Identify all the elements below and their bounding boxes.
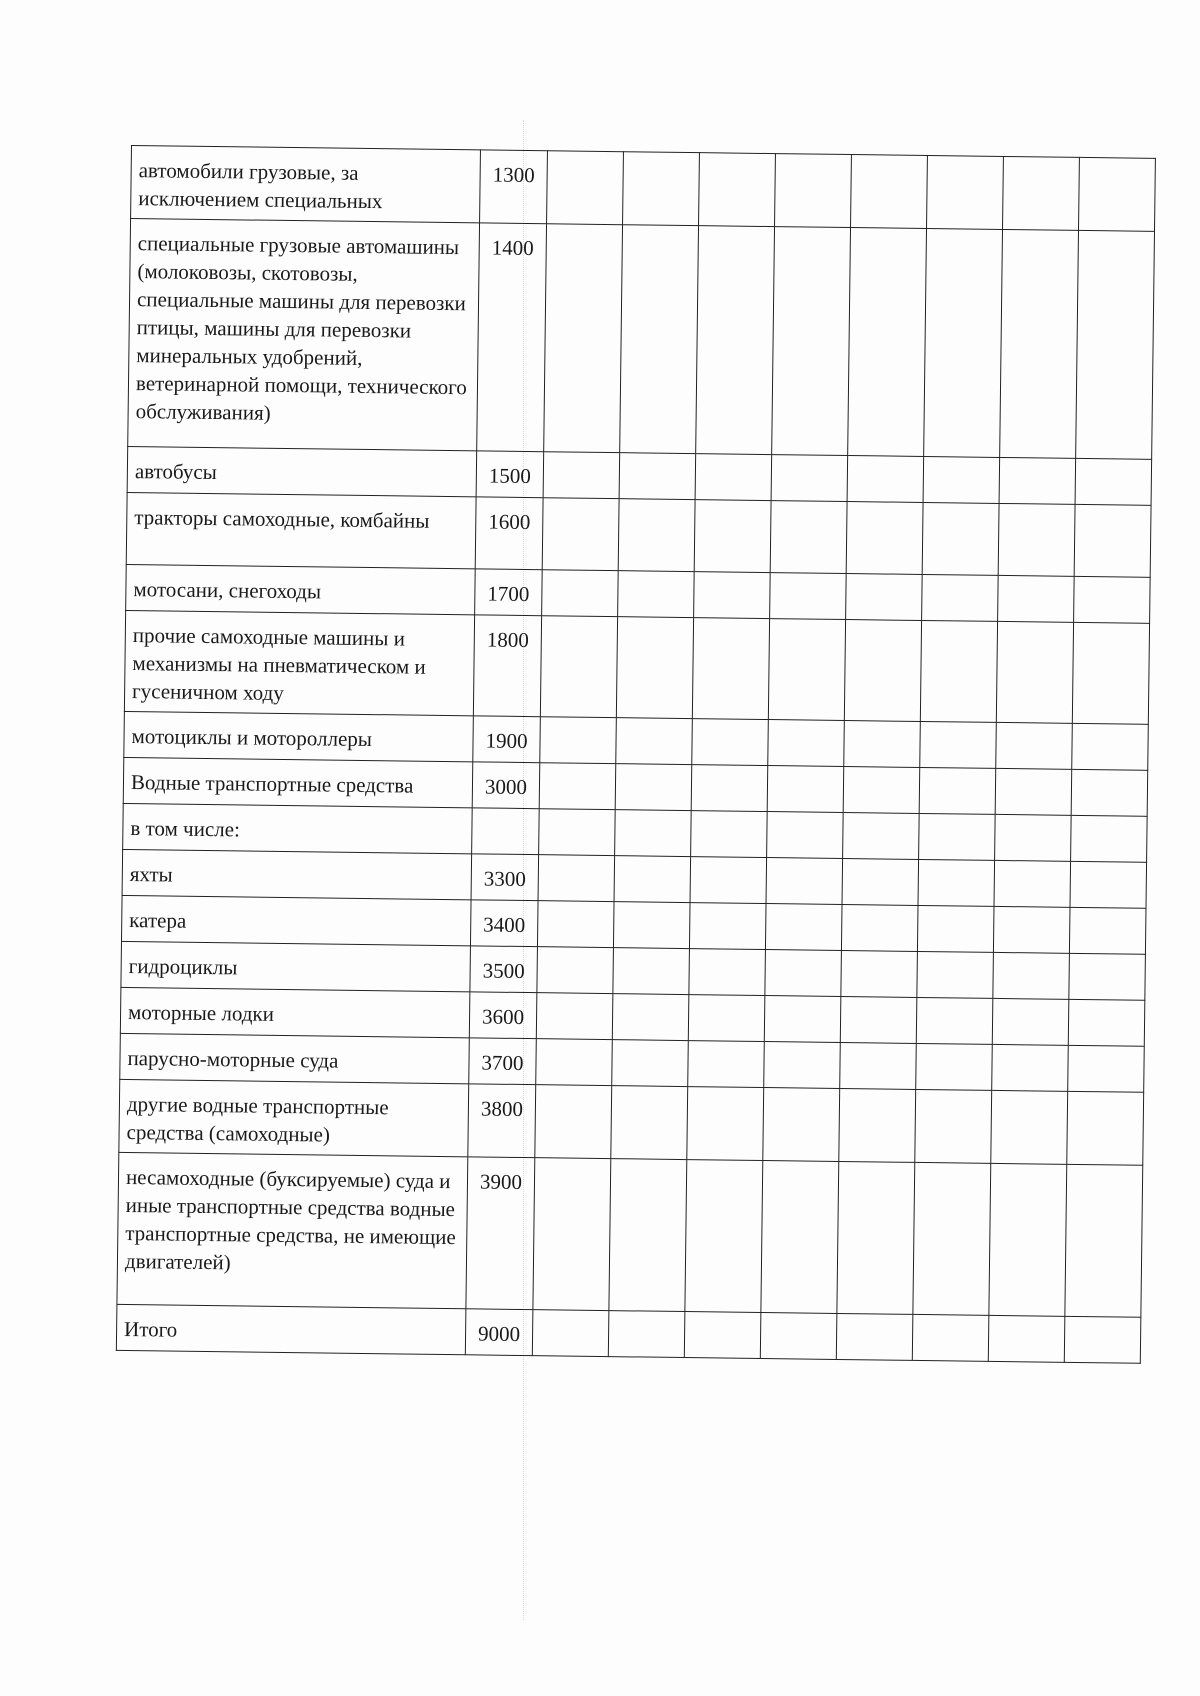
empty-value-cell <box>1000 229 1079 458</box>
empty-value-cell <box>539 809 616 856</box>
empty-value-cell <box>844 721 921 768</box>
empty-value-cell <box>685 1160 763 1313</box>
empty-value-cell <box>540 717 617 764</box>
empty-value-cell <box>844 620 921 722</box>
empty-value-cell <box>536 1039 613 1086</box>
empty-value-cell <box>687 1087 764 1161</box>
row-code-cell: 3300 <box>471 854 539 901</box>
empty-value-cell <box>998 503 1075 576</box>
empty-value-cell <box>760 1313 837 1360</box>
empty-value-cell <box>1070 861 1147 908</box>
empty-value-cell <box>998 575 1075 622</box>
empty-value-cell <box>689 949 766 996</box>
row-code-cell: 9000 <box>465 1309 533 1356</box>
row-code-cell <box>472 808 540 855</box>
empty-value-cell <box>692 618 769 720</box>
empty-value-cell <box>536 993 613 1040</box>
empty-value-cell <box>994 860 1071 907</box>
empty-value-cell <box>843 813 920 860</box>
row-code-cell: 3600 <box>469 992 537 1039</box>
empty-value-cell <box>922 574 999 621</box>
empty-value-cell <box>766 858 843 905</box>
row-code-cell: 1300 <box>480 150 548 224</box>
empty-value-cell <box>1076 230 1155 459</box>
empty-value-cell <box>1069 907 1146 954</box>
empty-value-cell <box>547 151 624 225</box>
table-row <box>119 1079 1144 1165</box>
empty-value-cell <box>840 1042 917 1089</box>
empty-value-cell <box>989 1163 1067 1316</box>
empty-value-cell <box>1071 769 1148 816</box>
empty-value-cell <box>609 1159 687 1312</box>
empty-value-cell <box>618 571 695 618</box>
empty-value-cell <box>767 812 844 859</box>
empty-value-cell <box>608 1311 685 1358</box>
empty-value-cell <box>996 621 1073 723</box>
empty-value-cell <box>1072 622 1149 724</box>
empty-value-cell <box>996 722 1073 769</box>
empty-value-cell <box>1068 1045 1145 1092</box>
row-code-cell: 1900 <box>473 716 541 763</box>
empty-value-cell <box>993 952 1070 999</box>
vehicle-form-table <box>116 145 1156 1364</box>
empty-value-cell <box>927 156 1004 230</box>
row-name-cell: Итого <box>116 1304 466 1354</box>
empty-value-cell <box>999 457 1076 504</box>
empty-value-cell <box>913 1162 991 1315</box>
empty-value-cell <box>537 947 614 994</box>
row-code-cell: 3900 <box>466 1157 535 1310</box>
empty-value-cell <box>614 856 691 903</box>
empty-value-cell <box>699 153 776 227</box>
empty-value-cell <box>611 1086 688 1160</box>
empty-value-cell <box>919 813 996 860</box>
empty-value-cell <box>916 1043 993 1090</box>
empty-value-cell <box>612 1040 689 1087</box>
empty-value-cell <box>543 452 620 499</box>
empty-value-cell <box>533 1158 611 1311</box>
row-name-cell: другие водные транспортные средства (самоходные) <box>119 1079 469 1156</box>
empty-value-cell <box>616 718 693 765</box>
row-name-cell: в том числе: <box>123 803 473 853</box>
empty-value-cell <box>843 767 920 814</box>
row-name-cell: несамоходные (буксируемые) суда и иные транспортные средства водные транспортные средства, не имеющие двигателей) <box>117 1152 468 1308</box>
empty-value-cell <box>846 574 923 621</box>
empty-value-cell <box>619 453 696 500</box>
empty-value-cell <box>988 1315 1065 1362</box>
empty-value-cell <box>1067 1091 1144 1165</box>
empty-value-cell <box>772 227 851 456</box>
empty-value-cell <box>842 858 919 905</box>
empty-value-cell <box>922 502 999 575</box>
empty-value-cell <box>837 1161 915 1314</box>
empty-value-cell <box>1068 999 1145 1046</box>
row-name-cell: автобусы <box>127 446 477 496</box>
empty-value-cell <box>1071 815 1148 862</box>
empty-value-cell <box>840 996 917 1043</box>
empty-value-cell <box>846 502 923 575</box>
row-code-cell: 3500 <box>470 946 538 993</box>
empty-value-cell <box>613 948 690 995</box>
empty-value-cell <box>920 620 997 722</box>
empty-value-cell <box>923 456 1000 503</box>
empty-value-cell <box>924 229 1003 458</box>
row-name-cell: моторные лодки <box>120 987 470 1037</box>
empty-value-cell <box>616 617 693 719</box>
empty-value-cell <box>694 572 771 619</box>
empty-value-cell <box>542 498 619 571</box>
table-row <box>117 1152 1143 1317</box>
empty-value-cell <box>912 1314 989 1361</box>
empty-value-cell <box>544 224 623 453</box>
row-name-cell: прочие самоходные машины и механизмы на пневматическом и гусеничном ходу <box>124 610 474 715</box>
row-code-cell: 1800 <box>473 615 541 717</box>
empty-value-cell <box>1075 458 1152 505</box>
empty-value-cell <box>915 1089 992 1163</box>
empty-value-cell <box>691 811 768 858</box>
empty-value-cell <box>917 951 994 998</box>
empty-value-cell <box>920 721 997 768</box>
row-name-cell: яхты <box>122 849 472 899</box>
empty-value-cell <box>688 995 765 1042</box>
empty-value-cell <box>618 499 695 572</box>
empty-value-cell <box>539 763 616 810</box>
empty-value-cell <box>1074 576 1151 623</box>
empty-value-cell <box>690 857 767 904</box>
empty-value-cell <box>839 1088 916 1162</box>
empty-value-cell <box>612 994 689 1041</box>
empty-value-cell <box>919 767 996 814</box>
empty-value-cell <box>763 1088 840 1162</box>
empty-value-cell <box>540 616 617 718</box>
row-name-cell: мотосани, снегоходы <box>126 564 476 614</box>
empty-value-cell <box>768 619 845 721</box>
empty-value-cell <box>836 1313 913 1360</box>
row-name-cell: гидроциклы <box>121 941 471 991</box>
empty-value-cell <box>1074 504 1151 577</box>
row-code-cell: 3400 <box>470 900 538 947</box>
empty-value-cell <box>765 950 842 997</box>
empty-value-cell <box>764 1042 841 1089</box>
empty-value-cell <box>688 1041 765 1088</box>
empty-value-cell <box>542 570 619 617</box>
empty-value-cell <box>767 766 844 813</box>
empty-value-cell <box>689 903 766 950</box>
empty-value-cell <box>841 904 918 951</box>
empty-value-cell <box>532 1310 609 1357</box>
empty-value-cell <box>851 155 928 229</box>
empty-value-cell <box>684 1312 761 1359</box>
empty-value-cell <box>841 950 918 997</box>
row-code-cell: 3000 <box>472 762 540 809</box>
row-code-cell: 3700 <box>469 1038 537 1085</box>
row-name-cell: мотоциклы и мотороллеры <box>124 711 474 761</box>
empty-value-cell <box>695 454 772 501</box>
row-code-cell: 1600 <box>475 497 543 570</box>
empty-value-cell <box>995 768 1072 815</box>
empty-value-cell <box>1079 157 1156 231</box>
empty-value-cell <box>620 225 699 454</box>
empty-value-cell <box>696 226 775 455</box>
empty-value-cell <box>1069 953 1146 1000</box>
empty-value-cell <box>848 228 927 457</box>
empty-value-cell <box>918 859 995 906</box>
row-name-cell: Водные транспортные средства <box>123 757 473 807</box>
row-code-cell: 1400 <box>477 223 547 452</box>
empty-value-cell <box>537 901 614 948</box>
empty-value-cell <box>694 500 771 573</box>
empty-value-cell <box>615 764 692 811</box>
table-row <box>124 610 1149 724</box>
empty-value-cell <box>538 855 615 902</box>
empty-value-cell <box>1064 1316 1141 1363</box>
empty-value-cell <box>770 501 847 574</box>
empty-value-cell <box>993 906 1070 953</box>
empty-value-cell <box>768 720 845 767</box>
table-body <box>116 146 1155 1364</box>
empty-value-cell <box>917 905 994 952</box>
empty-value-cell <box>535 1085 612 1159</box>
empty-value-cell <box>992 1044 1069 1091</box>
empty-value-cell <box>847 456 924 503</box>
empty-value-cell <box>770 573 847 620</box>
empty-value-cell <box>615 810 692 857</box>
table-row <box>128 219 1155 460</box>
table-row <box>131 146 1156 232</box>
row-code-cell: 1700 <box>475 569 543 616</box>
empty-value-cell <box>1065 1164 1143 1317</box>
row-code-cell: 3800 <box>468 1084 536 1158</box>
empty-value-cell <box>761 1161 839 1314</box>
empty-value-cell <box>1072 723 1149 770</box>
empty-value-cell <box>992 998 1069 1045</box>
row-name-cell: парусно-моторные суда <box>120 1033 470 1083</box>
empty-value-cell <box>771 455 848 502</box>
row-code-cell: 1500 <box>476 451 544 498</box>
empty-value-cell <box>623 152 700 226</box>
empty-value-cell <box>764 996 841 1043</box>
empty-value-cell <box>775 154 852 228</box>
empty-value-cell <box>692 719 769 766</box>
row-name-cell: автомобили грузовые, за исключением специальных <box>131 146 481 223</box>
empty-value-cell <box>691 765 768 812</box>
empty-value-cell <box>613 902 690 949</box>
empty-value-cell <box>991 1090 1068 1164</box>
empty-value-cell <box>916 997 993 1044</box>
empty-value-cell <box>995 814 1072 861</box>
row-name-cell: специальные грузовые автомашины (молоковозы, скотовозы, специальные машины для перевозки птицы, машины для перевозки минеральных удобрений, ветеринарной помощи, технического обслуживания) <box>128 219 480 451</box>
row-name-cell: катера <box>121 895 471 945</box>
empty-value-cell <box>1003 156 1080 230</box>
empty-value-cell <box>765 904 842 951</box>
table-row <box>126 492 1151 577</box>
row-name-cell: тракторы самоходные, комбайны <box>126 492 476 568</box>
